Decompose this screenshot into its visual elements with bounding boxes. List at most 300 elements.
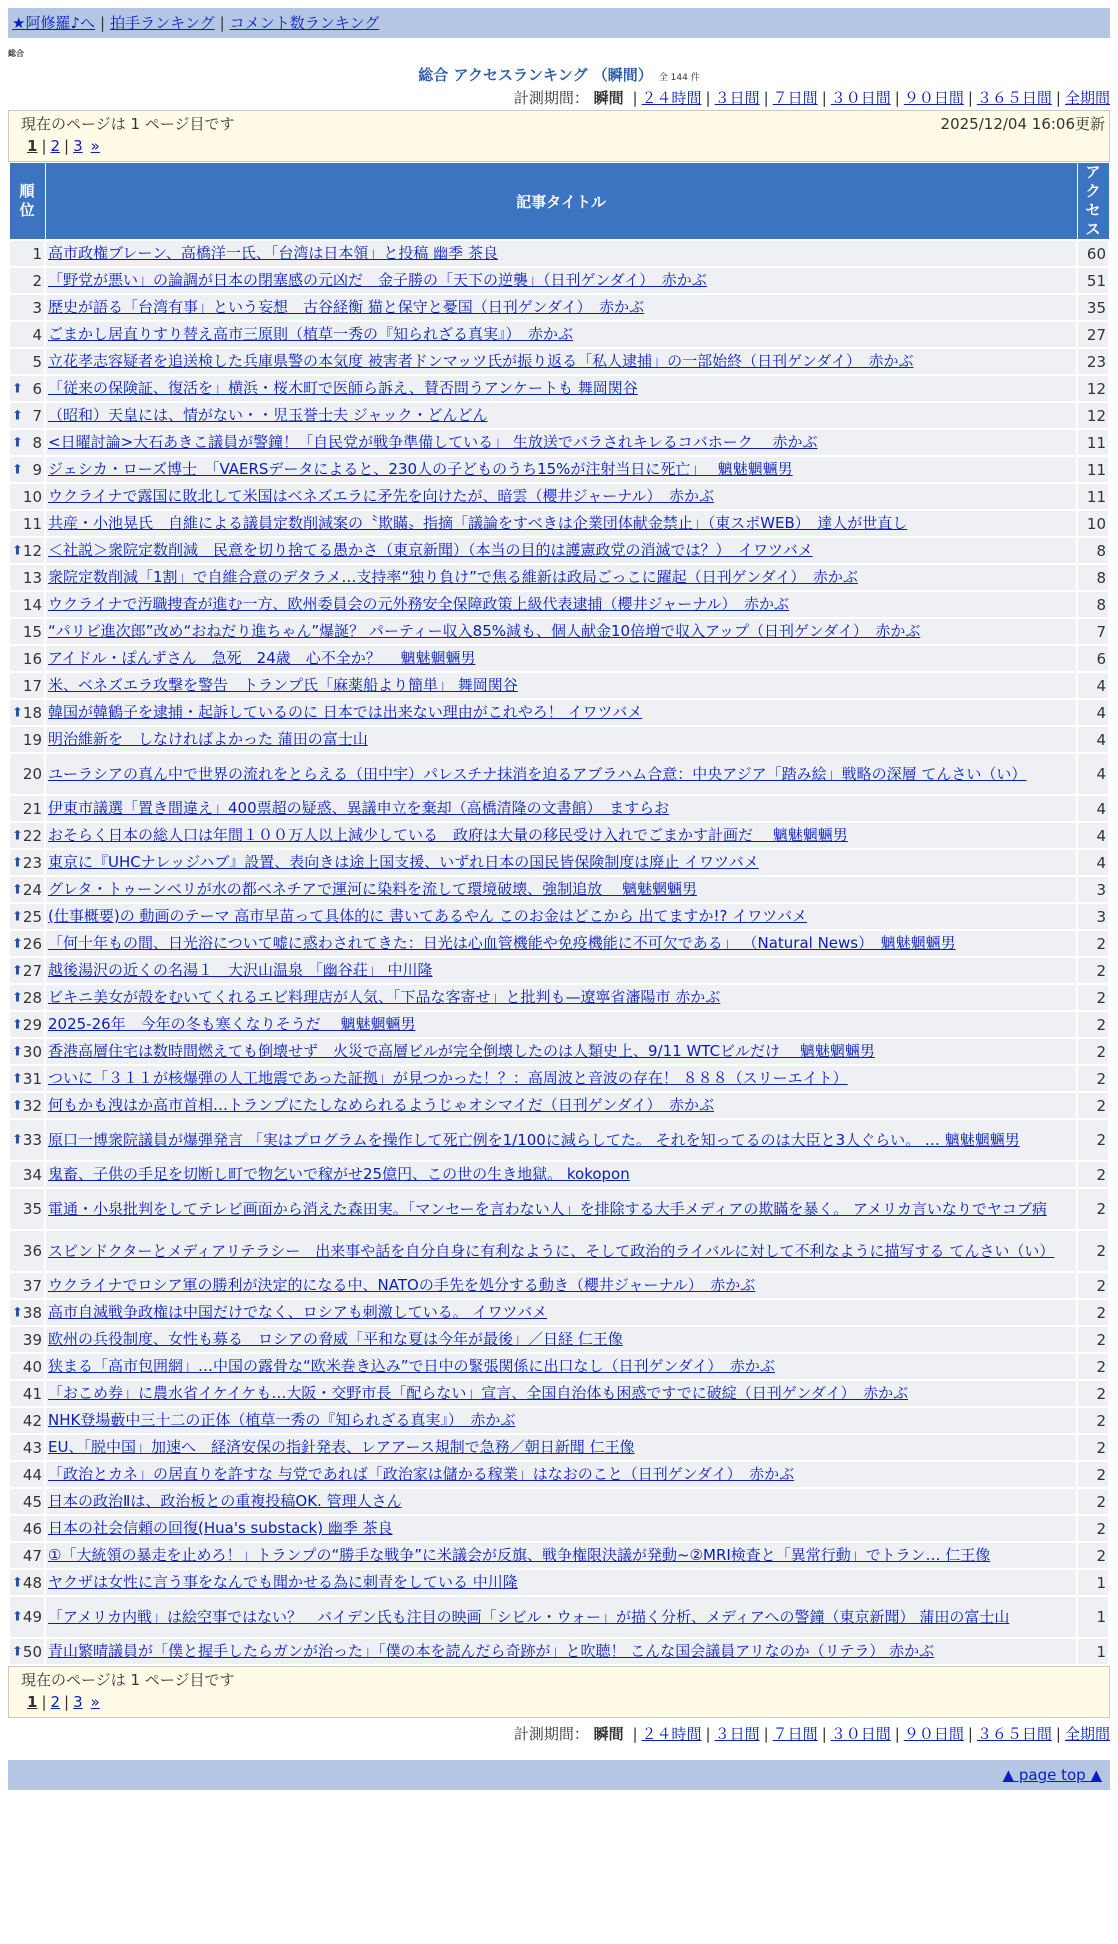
access-count: 2	[1077, 1434, 1109, 1461]
title-cell	[45, 957, 1077, 984]
period-link[interactable]: ９０日間	[903, 89, 964, 107]
table-row	[9, 1380, 1109, 1407]
rank-cell	[9, 429, 45, 456]
table-row	[9, 429, 1109, 456]
rank-cell	[9, 1380, 45, 1407]
title-cell	[45, 1161, 1077, 1188]
title-cell	[45, 348, 1077, 375]
arrow-up-icon: ⬆	[12, 435, 23, 450]
title-cell	[45, 591, 1077, 618]
title-cell	[45, 1188, 1077, 1230]
title-cell	[45, 267, 1077, 294]
article-link[interactable]: 衆院定数削減「1割」で自維合意のデタラメ…支持率“独り負け”で焦る維新は政局ごっこに躍起（日刊ゲンダイ） 赤かぶ	[48, 568, 858, 586]
rank-number: 37	[22, 1276, 42, 1295]
rank-number: 21	[22, 799, 42, 818]
page-status: 現在のページは 1 ページ目です	[21, 1671, 235, 1689]
rank-cell	[9, 1434, 45, 1461]
rank-number: 6	[32, 379, 42, 398]
article-link[interactable]: 「野党が悪い」の論調が日本の閉塞感の元凶だ 金子勝の「天下の逆襲」（日刊ゲンダイ） 赤かぶ	[48, 271, 707, 289]
article-link[interactable]: NHK登場藪中三十二の正体（植草一秀の『知られざる真実』） 赤かぶ	[48, 1411, 516, 1429]
rank-cell	[9, 537, 45, 564]
article-link[interactable]: 高市政権ブレーン、高橋洋一氏、「台湾は日本領」と投稿 幽季 茶良	[48, 244, 498, 262]
access-count: 27	[1077, 321, 1109, 348]
rank-cell	[9, 957, 45, 984]
rank-cell	[9, 402, 45, 429]
article-link[interactable]: ＜社説＞衆院定数削減 民意を切り捨てる愚かさ（東京新聞）（本当の目的は護憲政党の消滅では？） イワツバメ	[48, 541, 813, 559]
access-count: 2	[1077, 1065, 1109, 1092]
page-title: 総合 アクセスランキング （瞬間）	[418, 66, 653, 84]
title-cell	[45, 753, 1077, 795]
rank-number: 5	[32, 352, 42, 371]
rank-number: 33	[22, 1131, 42, 1149]
rank-number: 32	[22, 1096, 42, 1115]
rank-header: 順位	[9, 163, 45, 241]
top-nav-bar	[8, 8, 1110, 38]
rank-cell	[9, 618, 45, 645]
ranking-rows	[9, 240, 1109, 1665]
table-row	[9, 1272, 1109, 1299]
title-cell	[45, 1488, 1077, 1515]
access-count: 2	[1077, 1407, 1109, 1434]
access-count: 1	[1077, 1638, 1109, 1665]
period-separator: |	[967, 89, 973, 107]
home-link[interactable]: ★阿修羅♪へ	[12, 14, 96, 32]
pager-top	[21, 135, 1105, 157]
period-link[interactable]: ２４時間	[641, 89, 702, 107]
rank-number: 20	[22, 765, 42, 783]
rank-number: 12	[22, 541, 42, 560]
rank-number: 36	[22, 1242, 42, 1260]
period-link[interactable]: ３日間	[714, 89, 760, 107]
access-count: 6	[1077, 645, 1109, 672]
arrow-up-icon: ⬆	[12, 1071, 23, 1086]
arrow-up-icon: ⬆	[12, 1017, 23, 1032]
period-separator: |	[894, 1725, 900, 1743]
arrow-up-icon: ⬆	[12, 963, 23, 978]
table-row	[9, 240, 1109, 267]
rank-number: 38	[22, 1303, 42, 1322]
table-row	[9, 348, 1109, 375]
rank-number: 4	[32, 325, 42, 344]
rank-cell	[9, 645, 45, 672]
title-cell	[45, 483, 1077, 510]
article-link[interactable]: 伊東市議選「置き間違え」400票超の疑惑、異議申立を棄却（高橋清隆の文書館） ますらお	[48, 799, 670, 817]
table-row	[9, 1092, 1109, 1119]
rank-number: 35	[22, 1200, 42, 1218]
access-count: 2	[1077, 1380, 1109, 1407]
rank-cell	[9, 822, 45, 849]
access-count: 2	[1077, 1542, 1109, 1569]
article-link[interactable]: 韓国が韓鶴子を逮捕・起訴しているのに 日本では出来ない理由がこれやろ！ イワツバメ	[48, 703, 643, 721]
period-separator: |	[632, 89, 638, 107]
arrow-up-icon: ⬆	[12, 1132, 23, 1148]
article-link[interactable]: 「従来の保険証、復活を」横浜・桜木町で医師ら訴え、賛否問うアンケートも 舞岡関谷	[48, 379, 638, 397]
table-row	[9, 1011, 1109, 1038]
title-cell	[45, 456, 1077, 483]
title-cell	[45, 1299, 1077, 1326]
rank-cell	[9, 321, 45, 348]
title-cell	[45, 1119, 1077, 1161]
table-row	[9, 903, 1109, 930]
title-cell	[45, 1434, 1077, 1461]
access-header: アクセス	[1077, 163, 1109, 241]
rank-cell	[9, 1161, 45, 1188]
table-row	[9, 795, 1109, 822]
period-label: 計測期間：	[513, 89, 589, 107]
rank-cell	[9, 1092, 45, 1119]
rank-cell	[9, 1326, 45, 1353]
table-row	[9, 672, 1109, 699]
page-top-link[interactable]: ▲ page top ▲	[1002, 1766, 1102, 1784]
title-cell	[45, 240, 1077, 267]
rank-number: 27	[22, 961, 42, 980]
rank-number: 30	[22, 1042, 42, 1061]
rank-cell	[9, 1011, 45, 1038]
table-row	[9, 1299, 1109, 1326]
table-row	[9, 699, 1109, 726]
article-link[interactable]: 2025-26年 今年の冬も寒くなりそうだ 魑魅魍魎男	[48, 1015, 416, 1033]
access-count: 2	[1077, 1038, 1109, 1065]
article-link[interactable]: 東京に『UHCナレッジハブ』設置、表向きは途上国支援、いずれ日本の国民皆保険制度は廃止 イワツバメ	[48, 853, 759, 871]
pager-next-link[interactable]: »	[90, 1693, 100, 1711]
rank-number: 28	[22, 988, 42, 1007]
rank-number: 22	[22, 826, 42, 845]
period-current: 瞬間	[593, 1725, 624, 1743]
table-row	[9, 822, 1109, 849]
rank-number: 40	[22, 1357, 42, 1376]
arrow-up-icon: ⬆	[12, 543, 23, 558]
title-cell	[45, 1542, 1077, 1569]
article-link[interactable]: ウクライナで汚職捜査が進む一方、欧州委員会の元外務安全保障政策上級代表逮捕（櫻井ジャーナル） 赤かぶ	[48, 595, 790, 613]
article-link[interactable]: ヤクザは女性に言う事をなんでも聞かせる為に刺青をしている 中川隆	[48, 1573, 518, 1591]
access-count: 4	[1077, 795, 1109, 822]
article-link[interactable]: 鬼畜、子供の手足を切断し町で物乞いで稼がせ25億円、この世の生き地獄。 kokopon	[48, 1165, 630, 1183]
article-link[interactable]: 電通・小泉批判をしてテレビ画面から消えた森田実。「マンセーを言わない人」を排除する大手メディアの欺瞞を暴く。 アメリカ言いなりでヤコブ病	[48, 1199, 1047, 1218]
pager-page-link[interactable]: 3	[73, 137, 83, 155]
title-cell	[45, 726, 1077, 753]
article-link[interactable]: 日本の社会信頼の回復(Hua's substack) 幽季 茶良	[48, 1519, 393, 1537]
table-row	[9, 1119, 1109, 1161]
rank-cell	[9, 1569, 45, 1596]
pager-page-link[interactable]: 2	[50, 137, 61, 155]
rank-cell	[9, 375, 45, 402]
article-link[interactable]: ウクライナで露国に敗北して米国はベネズエラに矛先を向けたが、暗雲（櫻井ジャーナル） 赤かぶ	[48, 487, 715, 505]
access-count: 4	[1077, 822, 1109, 849]
rank-cell	[9, 1461, 45, 1488]
rank-number: 47	[22, 1546, 42, 1565]
table-row	[9, 1488, 1109, 1515]
article-link[interactable]: 「政治とカネ」の居直りを許すな 与党であれば「政治家は儲かる稼業」はなおのこと（日刊ゲンダイ） 赤かぶ	[48, 1465, 795, 1483]
article-link[interactable]: 欧州の兵役制度、女性も募る ロシアの脅威「平和な夏は今年が最後」／日経 仁王像	[48, 1330, 623, 1348]
period-link[interactable]: ３６５日間	[976, 89, 1052, 107]
rank-number: 34	[22, 1165, 42, 1184]
rank-cell	[9, 1353, 45, 1380]
rank-cell	[9, 1230, 45, 1272]
access-count: 11	[1077, 429, 1109, 456]
article-link[interactable]: 香港高層住宅は数時間燃えても倒壊せず 火災で高層ビルが完全倒壊したのは人類史上、9/11 WTCビルだけ 魑魅魍魎男	[48, 1042, 875, 1060]
rank-number: 24	[22, 880, 42, 899]
title-cell	[45, 930, 1077, 957]
rank-cell	[9, 1119, 45, 1161]
updated-timestamp: 2025/12/04 16:06更新	[940, 115, 1105, 133]
period-link[interactable]: ３０日間	[830, 89, 891, 107]
table-row	[9, 375, 1109, 402]
table-row	[9, 1638, 1109, 1665]
period-current: 瞬間	[593, 89, 624, 107]
rank-cell	[9, 795, 45, 822]
article-link[interactable]: 越後湯沢の近くの名湯１＿大沢山温泉 「幽谷荘」 中川隆	[48, 961, 433, 979]
rank-cell	[9, 726, 45, 753]
article-link[interactable]: EU、「脱中国」加速へ 経済安保の指針発表、レアアース規制で急務／朝日新聞 仁王像	[48, 1438, 635, 1456]
access-count: 60	[1077, 240, 1109, 267]
title-cell	[45, 645, 1077, 672]
title-cell	[45, 672, 1077, 699]
rank-number: 41	[22, 1384, 42, 1403]
pager-separator: |	[41, 1693, 47, 1711]
nav-separator: |	[219, 14, 225, 32]
title-cell	[45, 1569, 1077, 1596]
rank-number: 10	[22, 487, 42, 506]
arrow-up-icon: ⬆	[12, 1609, 23, 1625]
title-cell	[45, 294, 1077, 321]
period-link[interactable]: ３日間	[714, 1725, 760, 1743]
pager-separator: |	[64, 137, 70, 155]
table-row	[9, 849, 1109, 876]
rank-number: 46	[22, 1519, 42, 1538]
article-link[interactable]: 高市自滅戦争政権は中国だけでなく、ロシアも刺激している。 イワツバメ	[48, 1303, 548, 1321]
article-link[interactable]: おそらく日本の総人口は年間１００万人以上減少している 政府は大量の移民受け入れでごまかす計画だ 魑魅魍魎男	[48, 826, 848, 844]
pager-page-link[interactable]: 3	[73, 1693, 83, 1711]
applause-ranking-link[interactable]: 拍手ランキング	[110, 14, 215, 32]
rank-cell	[9, 1542, 45, 1569]
rank-cell	[9, 483, 45, 510]
rank-cell	[9, 348, 45, 375]
rank-number: 19	[22, 730, 42, 749]
period-separator: |	[894, 89, 900, 107]
period-selector-bottom	[8, 1722, 1110, 1746]
period-link[interactable]: ２４時間	[641, 1725, 702, 1743]
ranking-title-row	[8, 64, 1110, 86]
access-count: 2	[1077, 1326, 1109, 1353]
arrow-up-icon: ⬆	[12, 381, 23, 396]
period-selector-top	[8, 86, 1110, 110]
arrow-up-icon: ⬆	[12, 909, 23, 924]
nav-separator: |	[100, 14, 106, 32]
rank-cell	[9, 849, 45, 876]
period-separator: |	[967, 1725, 973, 1743]
article-link[interactable]: ウクライナでロシア軍の勝利が決定的になる中、NATOの手先を処分する動き（櫻井ジャーナル） 赤かぶ	[48, 1276, 756, 1294]
pager-bottom	[21, 1691, 1105, 1713]
article-link[interactable]: “パリピ進次郎”改め“おねだり進ちゃん”爆誕？ パーティー収入85%減も、個人献金10倍増で収入アップ（日刊ゲンダイ） 赤かぶ	[48, 622, 921, 640]
access-count: 4	[1077, 699, 1109, 726]
article-link[interactable]: 明治維新を しなければよかった 蒲田の富士山	[48, 730, 368, 748]
arrow-up-icon: ⬆	[12, 408, 23, 423]
article-link[interactable]: ユーラシアの真ん中で世界の流れをとらえる（田中宇）パレスチナ抹消を迫るアブラハム合意：中央アジア「踏み絵」戦略の深層 てんさい（い）	[48, 764, 1027, 783]
rank-number: 50	[22, 1642, 42, 1661]
article-link[interactable]: ごまかし居直りすり替え高市三原則（植草一秀の『知られざる真実』） 赤かぶ	[48, 325, 574, 343]
article-link[interactable]: ついに「３１１が核爆弾の人工地震であった証拠」が見つかった！？：高周波と音波の存在！ ８８８（スリーエイト）	[48, 1069, 848, 1087]
table-row	[9, 1542, 1109, 1569]
pager-current: 1	[27, 1693, 38, 1711]
article-link[interactable]: 原口一博衆院議員が爆弾発言 「実はプログラムを操作して死亡例を1/100に減らしてた。 それを知ってるのは大臣と3人ぐらい。 … 魑魅魍魎男	[48, 1130, 1020, 1149]
title-cell	[45, 699, 1077, 726]
title-cell	[45, 321, 1077, 348]
title-cell	[45, 1407, 1077, 1434]
access-count: 2	[1077, 984, 1109, 1011]
rank-cell	[9, 1065, 45, 1092]
access-count: 3	[1077, 903, 1109, 930]
article-link[interactable]: 狭まる「高市包囲網」…中国の露骨な“欧米巻き込み”で日中の緊張関係に出口なし（日刊ゲンダイ） 赤かぶ	[48, 1357, 775, 1375]
article-link[interactable]: （昭和）天皇には、情がない・・児玉誉士夫 ジャック・どんどん	[48, 406, 488, 424]
article-link[interactable]: スピンドクターとメディアリテラシー 出来事や話を自分自身に有利なように、そして政治的ライバルに対して不利なように描写する てんさい（い）	[48, 1241, 1055, 1260]
access-count: 8	[1077, 564, 1109, 591]
access-count: 2	[1077, 1230, 1109, 1272]
table-row	[9, 483, 1109, 510]
article-link[interactable]: (仕事概要)の 動画のテーマ 高市早苗って具体的に 書いてあるやん このお金はどこから 出てますか!? イワツバメ	[48, 907, 807, 925]
arrow-up-icon: ⬆	[12, 1644, 23, 1659]
article-link[interactable]: ビキニ美女が殻をむいてくれるエビ料理店が人気、「下品な客寄せ」と批判も—遼寧省瀋陽市 赤かぶ	[48, 988, 721, 1006]
article-link[interactable]: 「何十年もの間、日光浴について嘘に惑わされてきた：日光は心血管機能や免疫機能に不可欠である」 （Natural News） 魑魅魍魎男	[48, 934, 956, 952]
table-row	[9, 1407, 1109, 1434]
period-link[interactable]: 全期間	[1064, 1725, 1110, 1743]
title-cell	[45, 1353, 1077, 1380]
access-count: 2	[1077, 1161, 1109, 1188]
table-row	[9, 984, 1109, 1011]
table-row	[9, 321, 1109, 348]
title-cell	[45, 1092, 1077, 1119]
access-count: 51	[1077, 267, 1109, 294]
table-row	[9, 1569, 1109, 1596]
table-row	[9, 1515, 1109, 1542]
pager-separator: |	[64, 1693, 70, 1711]
rank-number: 49	[22, 1608, 42, 1626]
pager-page-link[interactable]: 2	[50, 1693, 61, 1711]
footer-bar	[8, 1760, 1110, 1790]
access-count: 23	[1077, 348, 1109, 375]
period-link[interactable]: ３０日間	[830, 1725, 891, 1743]
table-row	[9, 726, 1109, 753]
table-row	[9, 1188, 1109, 1230]
article-link[interactable]: 「アメリカ内戦」は絵空事ではない？ バイデン氏も注目の映画「シビル・ウォー」が描く分析、メディアへの警鐘（東京新聞） 蒲田の富士山	[48, 1607, 1010, 1626]
rank-cell	[9, 876, 45, 903]
access-count: 2	[1077, 1188, 1109, 1230]
article-link[interactable]: 共産・小池晃氏 自維による議員定数削減案の〝欺瞞〟指摘「議論をすべきは企業団体献金禁止」（東スポWEB） 達人が世直し	[48, 514, 908, 532]
table-row	[9, 456, 1109, 483]
period-links	[628, 1725, 1110, 1743]
article-link[interactable]: <日曜討論>大石あきこ議員が警鐘！「自民党が戦争準備している」 生放送でバラされキレるコバホーク 赤かぶ	[48, 433, 818, 451]
table-row	[9, 1161, 1109, 1188]
title-cell	[45, 849, 1077, 876]
arrow-up-icon: ⬆	[12, 936, 23, 951]
period-separator: |	[632, 1725, 638, 1743]
arrow-up-icon: ⬆	[12, 855, 23, 870]
article-link[interactable]: 何もかも洩はか高市首相…トランプにたしなめられるようじゃオシマイだ（日刊ゲンダイ） 赤かぶ	[48, 1096, 715, 1114]
arrow-up-icon: ⬆	[12, 990, 23, 1005]
title-cell	[45, 1011, 1077, 1038]
rank-number: 15	[22, 622, 42, 641]
article-link[interactable]: 立花孝志容疑者を追送検した兵庫県警の本気度 被害者ドンマッツ氏が振り返る「私人逮捕」の一部始終（日刊ゲンダイ） 赤かぶ	[48, 352, 914, 370]
rank-number: 31	[22, 1069, 42, 1088]
article-link[interactable]: ジェシカ・ローズ博士 「VAERSデータによると、230人の子どものうち15%が注射当日に死亡」 魑魅魍魎男	[48, 460, 793, 478]
period-link[interactable]: ３６５日間	[976, 1725, 1052, 1743]
article-link[interactable]: 「おこめ券」に農水省イケイケも…大阪・交野市長「配らない」宣言、全国自治体も困惑ですでに破綻（日刊ゲンダイ） 赤かぶ	[48, 1384, 909, 1402]
arrow-up-icon: ⬆	[12, 1305, 23, 1320]
total-count: 全 144 件	[658, 73, 700, 83]
arrow-up-icon: ⬆	[12, 462, 23, 477]
rank-cell	[9, 699, 45, 726]
rank-number: 44	[22, 1465, 42, 1484]
article-link[interactable]: 歴史が語る「台湾有事」という妄想 古谷経衡 猫と保守と憂国（日刊ゲンダイ） 赤かぶ	[48, 298, 645, 316]
rank-number: 14	[22, 595, 42, 614]
rank-cell	[9, 1407, 45, 1434]
access-count: 12	[1077, 375, 1109, 402]
period-separator: |	[763, 1725, 769, 1743]
table-row	[9, 267, 1109, 294]
article-link[interactable]: 米、ベネズエラ攻撃を警告 トランプ氏「麻薬船より簡単」 舞岡関谷	[48, 676, 518, 694]
period-link[interactable]: ７日間	[772, 89, 818, 107]
period-separator: |	[705, 1725, 711, 1743]
period-link[interactable]: ９０日間	[903, 1725, 964, 1743]
rank-cell	[9, 1515, 45, 1542]
table-row	[9, 591, 1109, 618]
article-link[interactable]: 日本の政治Ⅱは、政治板との重複投稿OK. 管理人さん	[48, 1492, 402, 1510]
period-link[interactable]: ７日間	[772, 1725, 818, 1743]
article-link[interactable]: グレタ・トゥーンベリが水の都ベネチアで運河に染料を流して環境破壊、強制追放 魑魅魍魎男	[48, 880, 697, 898]
title-cell	[45, 1230, 1077, 1272]
article-link[interactable]: 青山繁晴議員が「僕と握手したらガンが治った」「僕の本を読んだら奇跡が」と吹聴！ こんな国会議員アリなのか（リテラ） 赤かぶ	[48, 1642, 935, 1660]
access-count: 1	[1077, 1596, 1109, 1638]
title-cell	[45, 795, 1077, 822]
pager-next-link[interactable]: »	[90, 137, 100, 155]
page-status-box-bottom	[8, 1666, 1110, 1718]
access-count: 8	[1077, 591, 1109, 618]
table-row	[9, 1434, 1109, 1461]
comment-ranking-link[interactable]: コメント数ランキング	[229, 14, 380, 32]
rank-number: 18	[22, 703, 42, 722]
period-link[interactable]: 全期間	[1064, 89, 1110, 107]
access-count: 2	[1077, 930, 1109, 957]
title-cell	[45, 564, 1077, 591]
access-count: 2	[1077, 1299, 1109, 1326]
article-link[interactable]: アイドル・ぽんずさん 急死 24歳 心不全か？ 魑魅魍魎男	[48, 649, 476, 667]
table-row	[9, 510, 1109, 537]
rank-number: 45	[22, 1492, 42, 1511]
access-count: 4	[1077, 753, 1109, 795]
table-row	[9, 753, 1109, 795]
rank-cell	[9, 294, 45, 321]
arrow-up-icon: ⬆	[12, 705, 23, 720]
rank-cell	[9, 1488, 45, 1515]
title-cell	[45, 1380, 1077, 1407]
rank-number: 17	[22, 676, 42, 695]
rank-number: 23	[22, 853, 42, 872]
table-row	[9, 618, 1109, 645]
title-cell	[45, 1515, 1077, 1542]
rank-number: 13	[22, 568, 42, 587]
table-row	[9, 1065, 1109, 1092]
access-count: 3	[1077, 876, 1109, 903]
rank-number: 43	[22, 1438, 42, 1457]
page-status-box-top	[8, 110, 1110, 162]
rank-number: 2	[32, 271, 42, 290]
rank-cell	[9, 1272, 45, 1299]
period-separator: |	[1055, 89, 1061, 107]
pager-current: 1	[27, 137, 38, 155]
article-link[interactable]: ①「大統領の暴走を止めろ！」トランプの“勝手な戦争”に米議会が反旗、戦争権限決議が発動~②MRI検査と「異常行動」でトラン… 仁王像	[48, 1546, 991, 1564]
table-row	[9, 1596, 1109, 1638]
ranking-table	[8, 162, 1110, 1666]
title-cell	[45, 984, 1077, 1011]
